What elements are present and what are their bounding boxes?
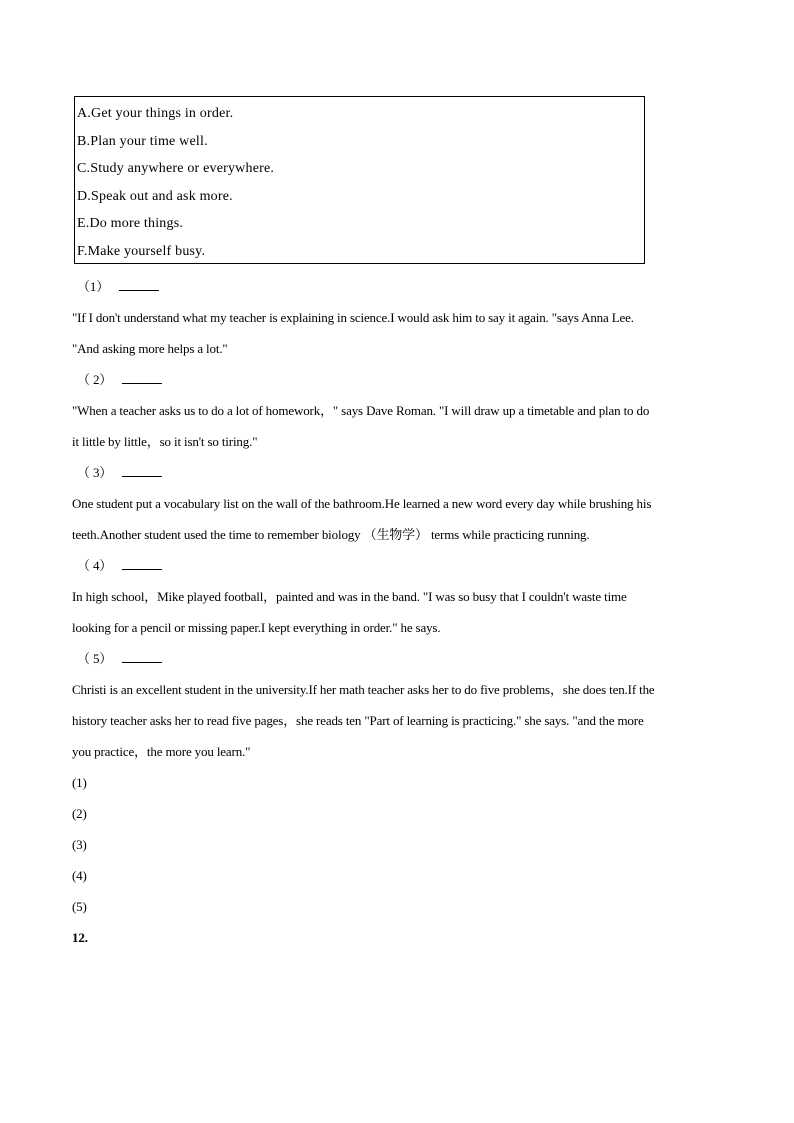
answer-label-5: (5): [72, 899, 87, 914]
option-c: C.Study anywhere or everywhere.: [77, 161, 275, 176]
paragraph-line: "When a teacher asks us to do a lot of homework，" says Dave Roman. "I will draw up a timetable and plan to do: [72, 403, 650, 418]
answer-blank: [122, 652, 162, 663]
question-label: （ 2）: [77, 372, 113, 387]
option-e: E.Do more things.: [77, 216, 184, 231]
question-number-1: [72, 271, 732, 302]
question-number-4: [72, 550, 732, 581]
paragraph-line: In high school，Mike played football，painted and was in the band. "I was so busy that I couldn't waste time: [72, 589, 627, 604]
answer-blank: [122, 559, 162, 570]
paragraph-line: "If I don't understand what my teacher is explaining in science.I would ask him to say it again. "says Anna Lee.: [72, 310, 634, 325]
question-label: （ 4）: [77, 558, 113, 573]
paragraph-line: looking for a pencil or missing paper.I kept everything in order." he says.: [72, 620, 441, 635]
answer-label-3: (3): [72, 837, 87, 852]
paragraph-line: it little by little，so it isn't so tiring.": [72, 434, 258, 449]
options-box: [74, 96, 645, 264]
question-label: （ 3）: [77, 465, 113, 480]
paragraph-line: you practice，the more you learn.": [72, 744, 251, 759]
answer-blank: [119, 280, 159, 291]
answer-label-2: (2): [72, 806, 87, 821]
answer-label-1: (1): [72, 775, 87, 790]
paragraph-line: Christi is an excellent student in the university.If her math teacher asks her to do five problems，she does ten.If the: [72, 682, 655, 697]
paragraph-line: "And asking more helps a lot.": [72, 341, 228, 356]
option-d: D.Speak out and ask more.: [77, 188, 233, 204]
answer-blank: [122, 373, 162, 384]
option-f: F.Make yourself busy.: [77, 243, 206, 259]
option-a: A.Get your things in order.: [77, 106, 234, 121]
answer-label-4: (4): [72, 868, 87, 883]
question-number-2: [72, 364, 732, 395]
question-number-5: [72, 643, 732, 674]
next-item-number: 12.: [72, 930, 88, 945]
paragraph-line: teeth.Another student used the time to remember biology （生物学） terms while practicing running.: [72, 527, 590, 542]
answer-blank: [122, 466, 162, 477]
question-label: （ 5）: [77, 651, 113, 666]
paragraph-line: history teacher asks her to read five pages，she reads ten "Part of learning is practicing." she says. "and the more: [72, 713, 644, 728]
question-number-3: [72, 457, 732, 488]
passage-content: [72, 271, 732, 953]
question-label: （1）: [77, 279, 110, 294]
paragraph-line: One student put a vocabulary list on the wall of the bathroom.He learned a new word every day while brushing his: [72, 496, 652, 511]
option-b: B.Plan your time well.: [77, 133, 208, 149]
